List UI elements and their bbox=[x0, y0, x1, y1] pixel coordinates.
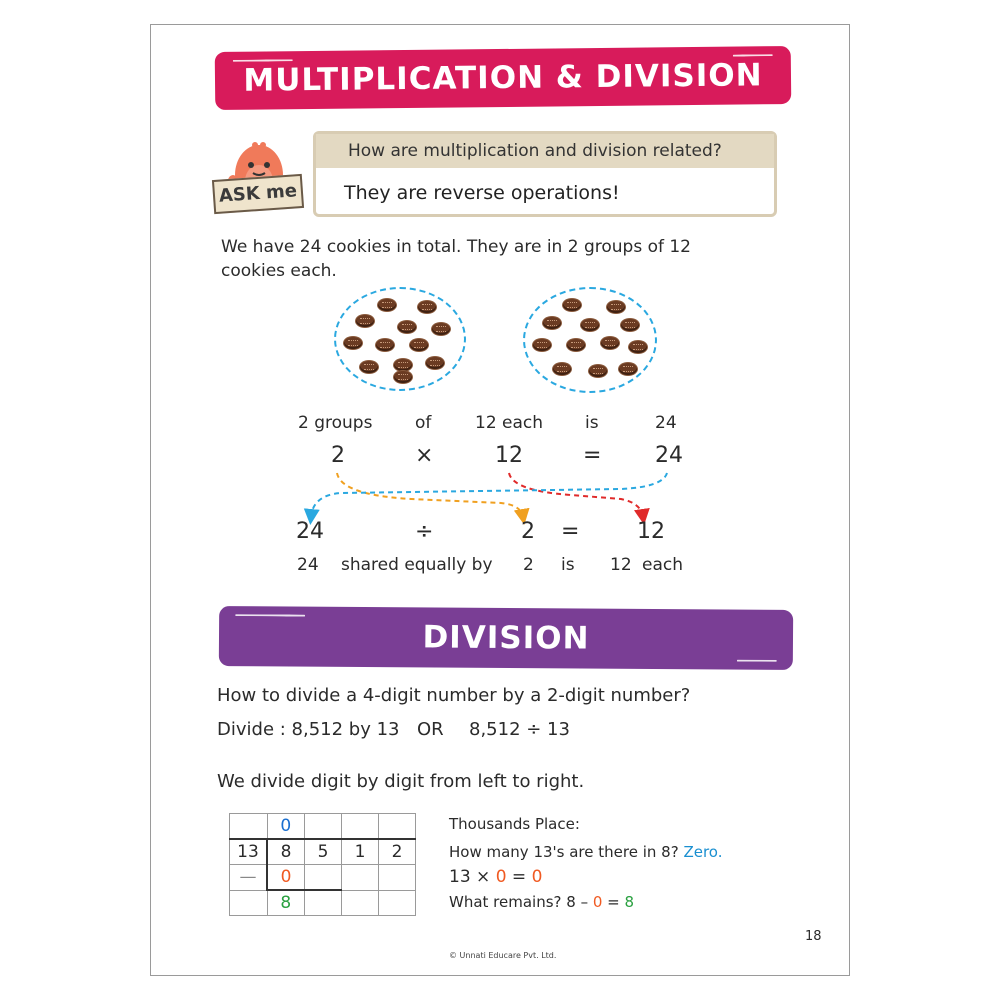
section-title: MULTIPLICATION & DIVISION bbox=[243, 57, 763, 99]
place-question bbox=[449, 843, 722, 861]
arrow-red bbox=[509, 473, 643, 517]
mult-word-total: 24 bbox=[655, 413, 677, 433]
mult-eq-b: 12 bbox=[495, 443, 523, 468]
divide-label: Divide : 8,512 by 13 bbox=[217, 719, 400, 740]
calc-zero: 0 bbox=[495, 867, 507, 887]
footer-copyright: © Unnati Educare Pvt. Ltd. bbox=[449, 951, 557, 960]
div-word-12: 12 bbox=[610, 555, 632, 575]
mult-word-of: of bbox=[415, 413, 432, 433]
or-label: OR bbox=[417, 719, 444, 740]
rem-text: What remains? 8 – bbox=[449, 893, 593, 911]
mult-word-each: 12 each bbox=[475, 413, 544, 433]
arrow-orange bbox=[337, 473, 523, 517]
subtract-digit: 0 bbox=[267, 865, 305, 891]
section-banner-division bbox=[219, 606, 793, 670]
minus-sign: — bbox=[230, 865, 268, 891]
place-calculation bbox=[449, 867, 542, 887]
dividend-digit: 8 bbox=[267, 839, 305, 865]
div-eq-a: 24 bbox=[296, 519, 324, 544]
intro-line-2: cookies each. bbox=[221, 261, 337, 281]
divisor-cell: 13 bbox=[230, 839, 268, 865]
mult-word-is: is bbox=[585, 413, 599, 433]
division-question: How to divide a 4-digit number by a 2-digit number? bbox=[217, 685, 691, 706]
dividend-digit: 2 bbox=[379, 839, 416, 865]
place-remainder bbox=[449, 893, 634, 911]
long-division-grid bbox=[229, 813, 416, 916]
relation-arrows bbox=[151, 25, 851, 585]
calc-result: 0 bbox=[531, 867, 543, 887]
div-eq-op: ÷ bbox=[415, 519, 434, 544]
place-question-answer: Zero. bbox=[683, 843, 723, 861]
intro-line-1: We have 24 cookies in total. They are in 2 groups of 12 bbox=[221, 237, 691, 257]
rem-zero: 0 bbox=[592, 893, 603, 911]
place-question-text: How many 13's are there in 8? bbox=[449, 843, 679, 861]
mult-eq-a: 2 bbox=[331, 443, 345, 468]
rem-result: 8 bbox=[624, 893, 635, 911]
div-eq-b: 2 bbox=[521, 519, 535, 544]
div-word-each: each bbox=[642, 555, 683, 575]
rem-eq: = bbox=[602, 893, 625, 911]
worksheet-page bbox=[150, 24, 850, 976]
answer-text: They are reverse operations! bbox=[344, 182, 620, 204]
dividend-digit: 5 bbox=[305, 839, 342, 865]
quotient-digit: 0 bbox=[267, 814, 305, 840]
calc-eq: = bbox=[506, 867, 532, 887]
mult-eq-c: 24 bbox=[655, 443, 683, 468]
div-word-24: 24 bbox=[297, 555, 319, 575]
question-text: How are multiplication and division related? bbox=[348, 141, 722, 161]
ask-me-label: ASK me bbox=[218, 180, 298, 207]
calc-left: 13 × bbox=[449, 867, 496, 887]
place-heading: Thousands Place: bbox=[449, 815, 580, 833]
div-word-2: 2 bbox=[523, 555, 534, 575]
mult-eq-eq: = bbox=[583, 443, 602, 468]
remainder-digit: 8 bbox=[267, 890, 305, 916]
division-method: We divide digit by digit from left to right. bbox=[217, 771, 585, 792]
div-eq-c: 12 bbox=[637, 519, 665, 544]
dividend-digit: 1 bbox=[342, 839, 379, 865]
div-eq-eq: = bbox=[561, 519, 580, 544]
arrow-blue bbox=[311, 473, 667, 517]
div-word-is: is bbox=[561, 555, 575, 575]
div-word-shared: shared equally by bbox=[341, 555, 493, 575]
page-number: 18 bbox=[805, 929, 822, 944]
division-expression: 8,512 ÷ 13 bbox=[469, 719, 570, 740]
mult-eq-op: × bbox=[415, 443, 434, 468]
section-title: DIVISION bbox=[422, 619, 590, 657]
mult-word-groups: 2 groups bbox=[298, 413, 373, 433]
